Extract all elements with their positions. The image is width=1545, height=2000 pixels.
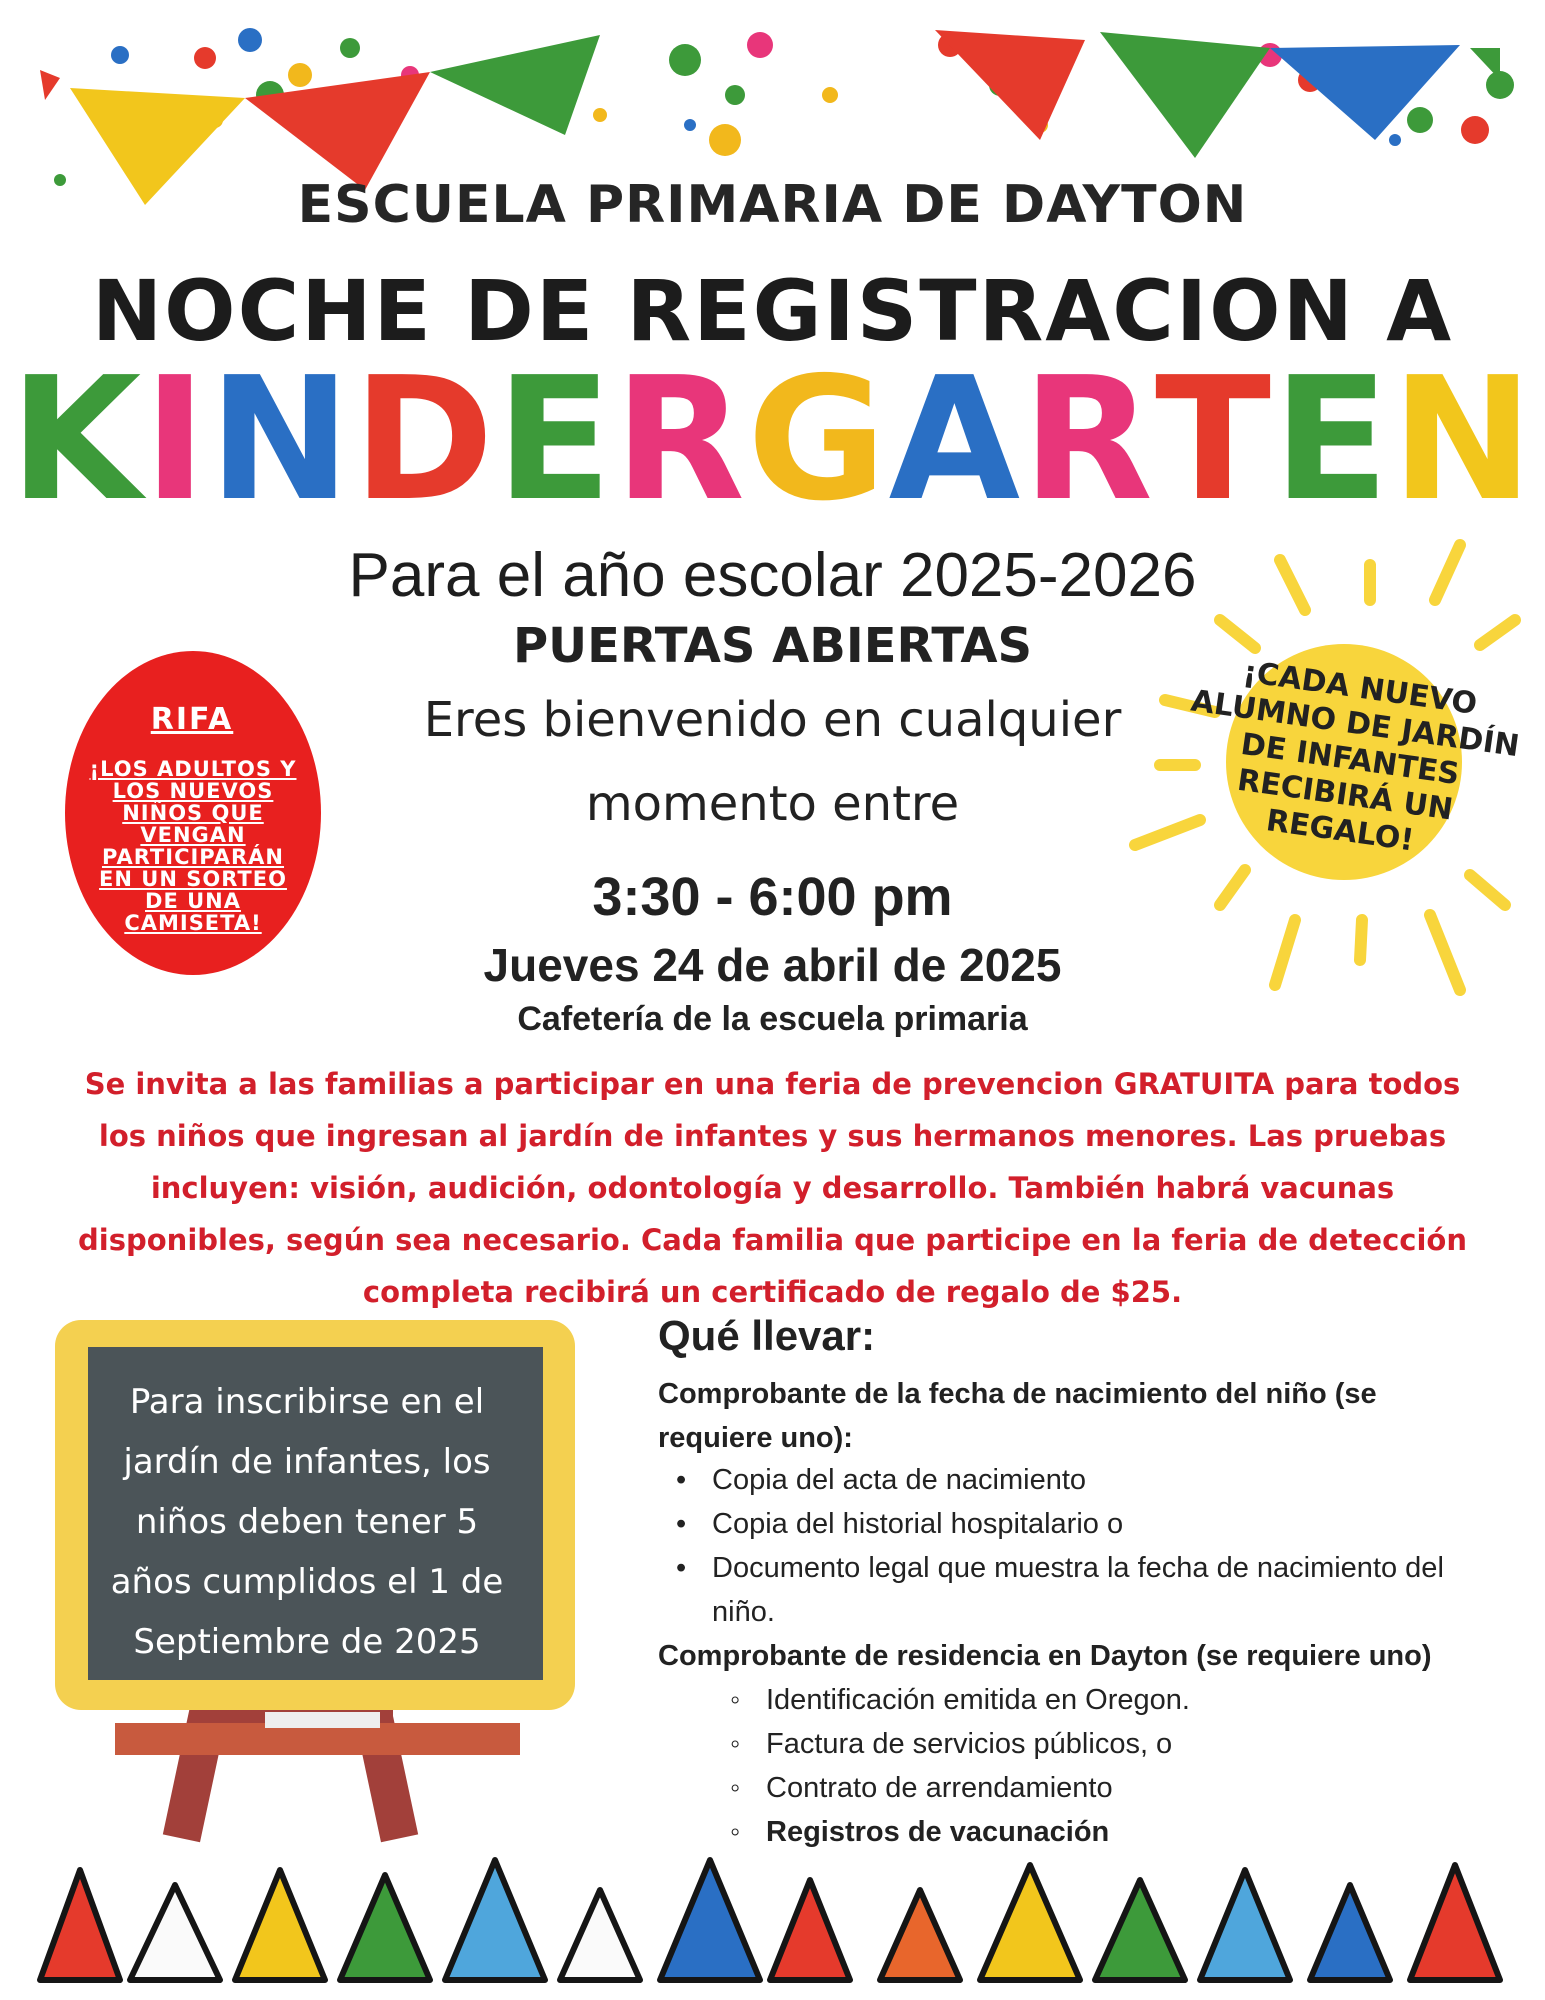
list-item: • Documento legal que muestra la fecha de nacimiento del niño. — [702, 1546, 1502, 1634]
list-item: ◦ Registros de vacunación — [760, 1810, 1500, 1854]
event-date: Jueves 24 de abril de 2025 — [483, 939, 1062, 991]
list-item: ◦ Identificación emitida en Oregon. — [760, 1678, 1500, 1722]
raffle-title: RIFA — [150, 702, 234, 737]
list-item: • Copia del acta de nacimiento — [702, 1458, 1502, 1502]
birth-proof-list — [702, 1458, 1502, 1634]
residence-proof-list — [760, 1678, 1500, 1854]
list-item: ◦ Contrato de arrendamiento — [760, 1766, 1500, 1810]
kindergarten-title — [0, 341, 1545, 539]
screening-fair-text: Se invita a las familias a participar en una feria de prevencion GRATUITA para todos los niños que ingresan al jardín de infantes y sus hermanos menores. Las pruebas incluyen: visión, audición, odontología y desarrollo. También habrá vacunas disponibles, según sea necesario. Cada familia que participe en la feria de detección completa recibirá un certificado de regalo de $25. — [78, 1067, 1467, 1309]
kinder-letter: N — [1391, 341, 1536, 539]
kinder-letter: E — [495, 341, 615, 539]
kinder-letter: G — [747, 341, 889, 539]
gift-announcement: ¡CADA NUEVO ALUMNO DE JARDÍN DE INFANTES RECIBIRÁ UN REGALO! — [1188, 654, 1522, 859]
list-item: • Copia del historial hospitalario o — [702, 1502, 1502, 1546]
kinder-letter: K — [9, 341, 144, 539]
birth-proof-heading: Comprobante de la fecha de nacimiento del niño (se requiere uno): — [658, 1378, 1377, 1454]
kinder-letter: T — [1155, 341, 1274, 539]
list-item: ◦ Factura de servicios públicos, o — [760, 1722, 1500, 1766]
crayons-border — [40, 1860, 1500, 1980]
raffle-text: ¡LOS ADULTOS Y LOS NUEVOS NIÑOS QUE VENGAN PARTICIPARÁN EN UN SORTEO DE UNA CAMISETA! — [89, 757, 297, 935]
event-location: Cafetería de la escuela primaria — [517, 1000, 1028, 1038]
kinder-letter: E — [1273, 341, 1392, 539]
kinder-letter: R — [614, 341, 748, 539]
kinder-letter: A — [888, 341, 1023, 539]
kinder-letter: R — [1022, 341, 1156, 539]
kinder-letter: D — [352, 341, 496, 539]
residence-proof-heading: Comprobante de residencia en Dayton (se requiere uno) — [658, 1640, 1432, 1672]
school-name: ESCUELA PRIMARIA DE DAYTON — [297, 175, 1248, 235]
kinder-letter: I — [143, 341, 209, 539]
what-to-bring-title: Qué llevar: — [658, 1312, 876, 1359]
welcome-line-1: Eres bienvenido en cualquier — [423, 692, 1122, 748]
chalkboard-age-requirement: Para inscribirse en el jardín de infantes, los niños deben tener 5 años cumplidos el 1 de Septiembre de 2025 — [110, 1382, 504, 1662]
open-house-label: PUERTAS ABIERTAS — [512, 618, 1033, 674]
event-heading: NOCHE DE REGISTRACION A — [91, 262, 1454, 360]
event-time: 3:30 - 6:00 pm — [592, 867, 953, 927]
kinder-letter: N — [208, 341, 353, 539]
welcome-line-2: momento entre — [585, 776, 960, 832]
school-year: Para el año escolar 2025-2026 — [348, 541, 1197, 610]
